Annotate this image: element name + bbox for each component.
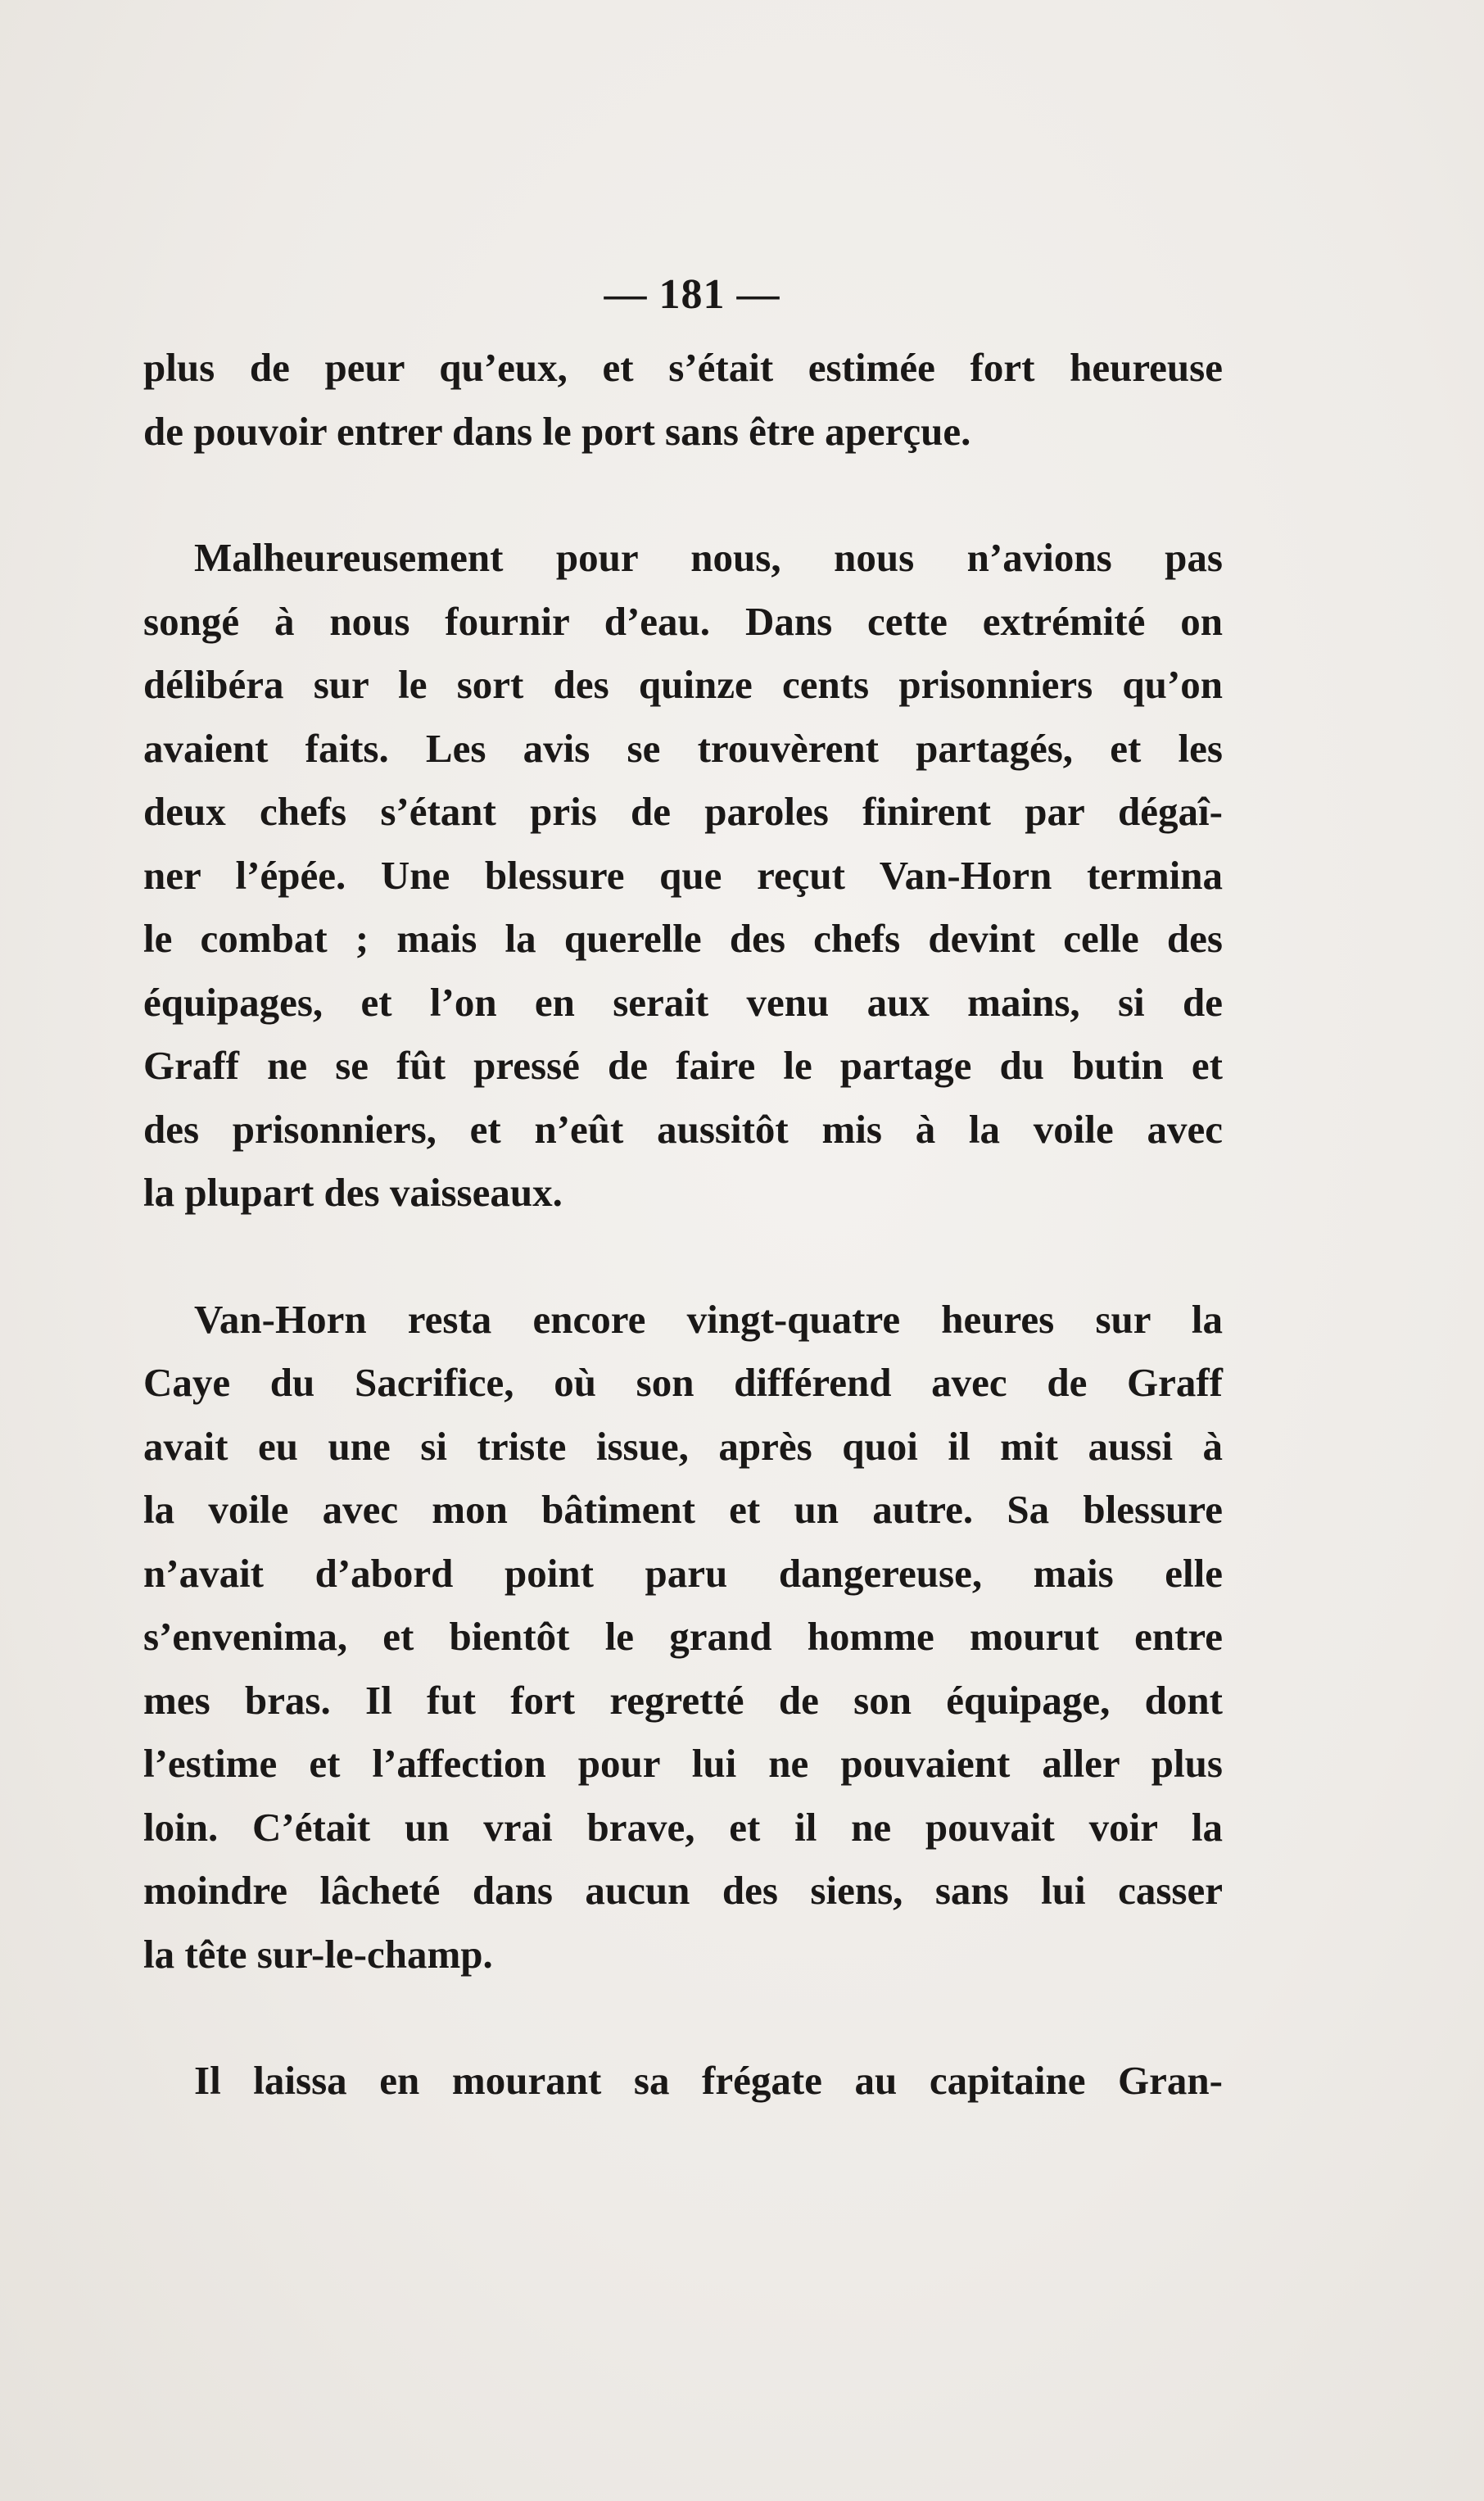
text-line: l’estime et l’affection pour lui ne pouvaient aller plus [143, 1741, 1223, 1786]
text-line: Il laissa en mourant sa frégate au capitaine Gran- [194, 2058, 1223, 2103]
paragraph-4 [143, 2049, 1223, 2113]
paragraph-2 [143, 526, 1223, 1225]
text-line: avait eu une si triste issue, après quoi il mit aussi à [143, 1423, 1223, 1469]
text-line: Van-Horn resta encore vingt-quatre heures sur la [194, 1296, 1223, 1342]
text-line: des prisonniers, et n’eût aussitôt mis à la voile avec [143, 1106, 1223, 1152]
paragraph-gap [143, 463, 1223, 526]
paragraph-3 [143, 1288, 1223, 1987]
text-line: équipages, et l’on en serait venu aux mains, si de [143, 979, 1223, 1025]
text-line: de pouvoir entrer dans le port sans être aperçue. [143, 408, 971, 454]
text-line: la plupart des vaisseaux. [143, 1170, 563, 1215]
text-line: Caye du Sacrifice, où son différend avec de Graff [143, 1360, 1223, 1405]
text-line: songé à nous fournir d’eau. Dans cette extrémité on [143, 598, 1223, 644]
text-line: le combat ; mais la querelle des chefs devint celle des [143, 916, 1223, 961]
text-line: Malheureusement pour nous, nous n’avions pas [194, 535, 1223, 580]
text-line: ner l’épée. Une blessure que reçut Van-Horn termina [143, 852, 1223, 898]
text-line: avaient faits. Les avis se trouvèrent partagés, et les [143, 725, 1223, 771]
text-line: délibéra sur le sort des quinze cents prisonniers qu’on [143, 662, 1223, 707]
body-text [143, 336, 1223, 2113]
text-line: Graff ne se fût pressé de faire le partage du butin et [143, 1043, 1223, 1088]
paragraph-1 [143, 336, 1223, 463]
text-line: n’avait d’abord point paru dangereuse, mais elle [143, 1550, 1223, 1596]
text-line: plus de peur qu’eux, et s’était estimée fort heureuse [143, 345, 1223, 390]
text-line: moindre lâcheté dans aucun des siens, sans lui casser [143, 1868, 1223, 1913]
text-line: mes bras. Il fut fort regretté de son équipage, dont [143, 1677, 1223, 1723]
page-number: — 181 — [604, 271, 780, 318]
paragraph-gap [143, 1986, 1223, 2049]
text-line: deux chefs s’étant pris de paroles finirent par dégaî- [143, 789, 1223, 834]
text-line: s’envenima, et bientôt le grand homme mourut entre [143, 1614, 1223, 1659]
text-line: la voile avec mon bâtiment et un autre. Sa blessure [143, 1487, 1223, 1532]
text-line: loin. C’était un vrai brave, et il ne pouvait voir la [143, 1804, 1223, 1850]
text-line: la tête sur-le-champ. [143, 1931, 493, 1977]
paragraph-gap [143, 1225, 1223, 1288]
